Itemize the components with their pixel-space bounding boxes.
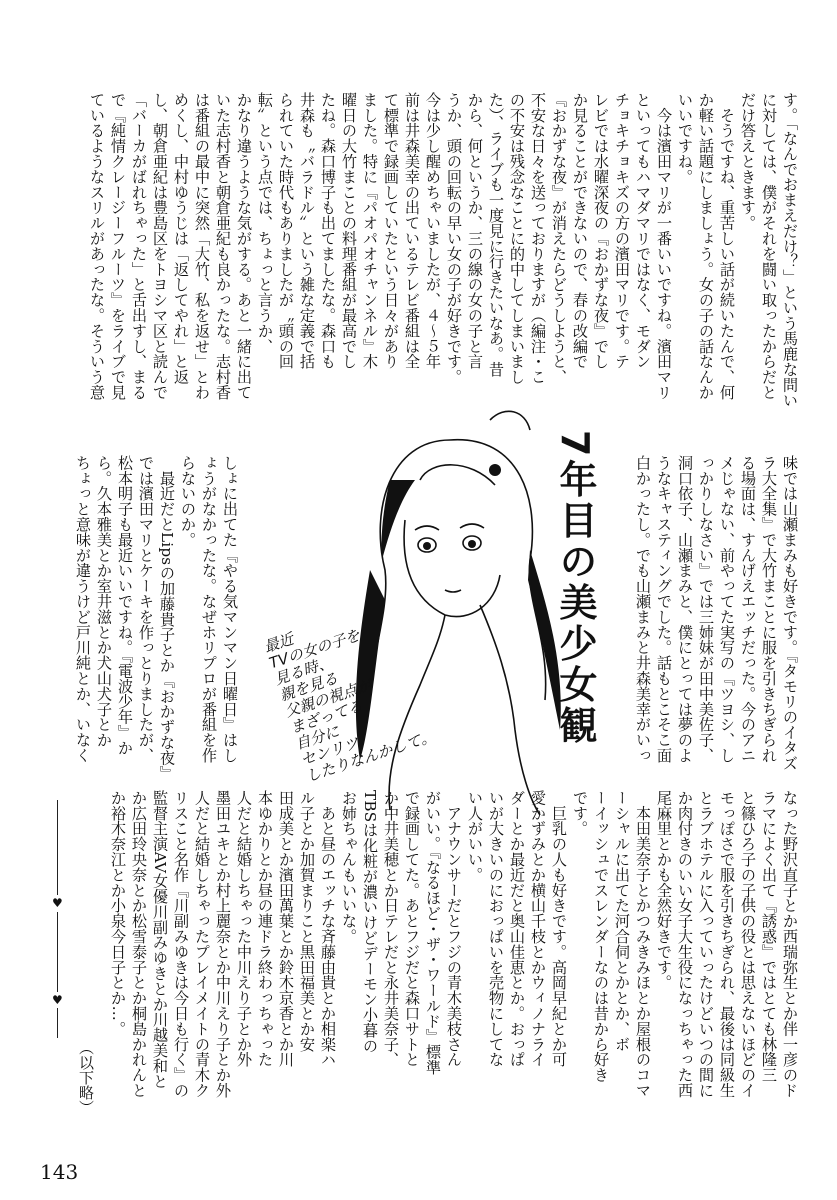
middle-left-text-block: しょに出てた『やる気マンマン日曜日』はし ょうがなかったな。なぜホリプロが番組を作 らないのか。 最近だとLipsの加藤貴子とか『おかずな夜』 では濱田マリとケーキを作っとりましたが、 松本明子も最近いいですね。『電波少年』か ら。久本雅美とか室井滋とか犬山犬子とか ちょっと意味が違うけど戸川純とか、いなく bbox=[74, 455, 239, 781]
end-rule-top bbox=[57, 800, 58, 895]
heart-icon: ♥ bbox=[52, 896, 63, 910]
end-rule-middle bbox=[57, 912, 58, 992]
end-note: （以下略） bbox=[77, 1040, 95, 1115]
end-rule-bottom bbox=[57, 1008, 58, 1038]
top-text-block: す。「なんでおまえだけ？」という馬鹿な問い に対しては、僕がそれを闘い取ったからだと だけ答えときます。 そうですね、重苦しい話が続いたんで、何 か軽い話題にしましょう。女の子の話なんか いいですね。 今は濱田マリが一番いいですね。濱田マリ といってもハマダマリではなく、モダン チョキチョキズの方の濱田マリです。テ レビでは水曜深夜の『おかずな夜』でし か見ることができないので、春の改編で 『おかずな夜』が消えたらどうしようと、 不安な日々を送っておりますが（編注・こ の不安は残念なことに的中してしまいまし た）、ライブも一度見に行きたいなあ。昔 から、何というか、三の線の女の子と言 うか、頭の回転の早い女の子が好きです。 今は少し醒めちゃいましたが、４～５年 前は井森美幸の出ているテレビ番組は全 て標準で録画していたという日々があり ました。特に『パオパオチャンネル』木 曜日の大竹まことの料理番組が最高でし たね。森口博子も出てましたな。森口も 井森も〝バラドル〟という雑な定義で括 られていた時代もありましたが〝頭の回 転〟という点では、ちょっと言うか、 かなり違うような気がする。あと一緒に出て いた志村香と朝倉亜紀も良かったな。志村香 は番組の最中に突然「大竹、私を返せ」とわ めくし、中村ゆうじは「返してやれ」と返 し、朝倉亜紀は豊島区をトヨシマ区と読んで 「バーカがばれちゃった」と舌出すし、まる で『純情クレージーフルーツ』をライブで見 ているようなスリルがあったな。そういう意 bbox=[88, 92, 799, 408]
middle-right-text-block: 味では山瀬まみも好きです。『タモリのイタズ ラ大全集』で大竹まことに服を引きちぎられ る場面は、すんげえエッチだった。今のアニ メじゃない、前やってた実写の『ツヨシ、し っかりしなさい』では三姉妹が田中美佐子、 洞口依子、山瀬まみと、僕にとっては夢のよ うなキャスティングでした。話もとこそこ面 白かったし。でも山瀬まみと井森美幸がいっ bbox=[634, 455, 799, 771]
bottom-text-block: なった野沢直子とか西瑞弥生とか伴一彦のド ラマによく出て『誘惑』ではとても林隆三 と篠ひろ子の子供の役とは思えないほどのイ モっぽさで服を引きちぎられ、最後は同級生 とラブホテルに入っていったけどいつの間に か肉付きのいい女子大生役になっちゃった西 尾麻里とかも全然好きです。 本田美奈子とかつみきみほとか屋根のコマ ーシャルに出てた河合伺とかとか、ボ ーイッシュでスレンダーなのは昔から好き です。 巨乳の人も好きです。高岡早紀とか可 愛かずみとか横山千枝とかウィノナライ ダーとか最近だと奥山佳恵とか。おっぱ いが大きいのにおっぱいを売物にしてな い人がいい。 アナウンサーだとフジの青木美枝さん がいい。『なるほど・ザ・ワールド』標準 で録画してた。あとフジだと森口サトと か中井美穂とか日テレだと永井美奈子、 TBSは化粧が濃いけどデーモン小暮の お姉ちゃんもいいな。 あと昼のエッチな斉藤由貴とか相楽ハ ル子とか加賀まりこと黒田福美とか安 田成美とか濱田萬葉とか鈴木京香とか川 本ゆかりとか昼の連ドラ終わっちゃった 人だと結婚しちゃった中川えり子とか外 墨田ユキとか村上麗奈とか中川えり子とか外 人だと結婚しちゃったプレイメイトの青木ク リスこと名作『川副みゆきは今日も行く』の 監督主演AV女優川副みゆきとか川越美和と か広田玲央奈とか松雪泰子とか桐島かれんと か裕木奈江とか小泉今日子とか…。 bbox=[109, 790, 799, 1098]
illustration-handwritten-note: 最近 TVの女の子を 見る時、 親を見る 父親の視点が まざってる 自分に センリツ したりなんかして。 bbox=[261, 626, 438, 786]
section-title: 7年目の美少女観 bbox=[553, 430, 597, 747]
heart-icon: ♥ bbox=[52, 993, 63, 1007]
page-number: 143 bbox=[40, 1160, 79, 1184]
